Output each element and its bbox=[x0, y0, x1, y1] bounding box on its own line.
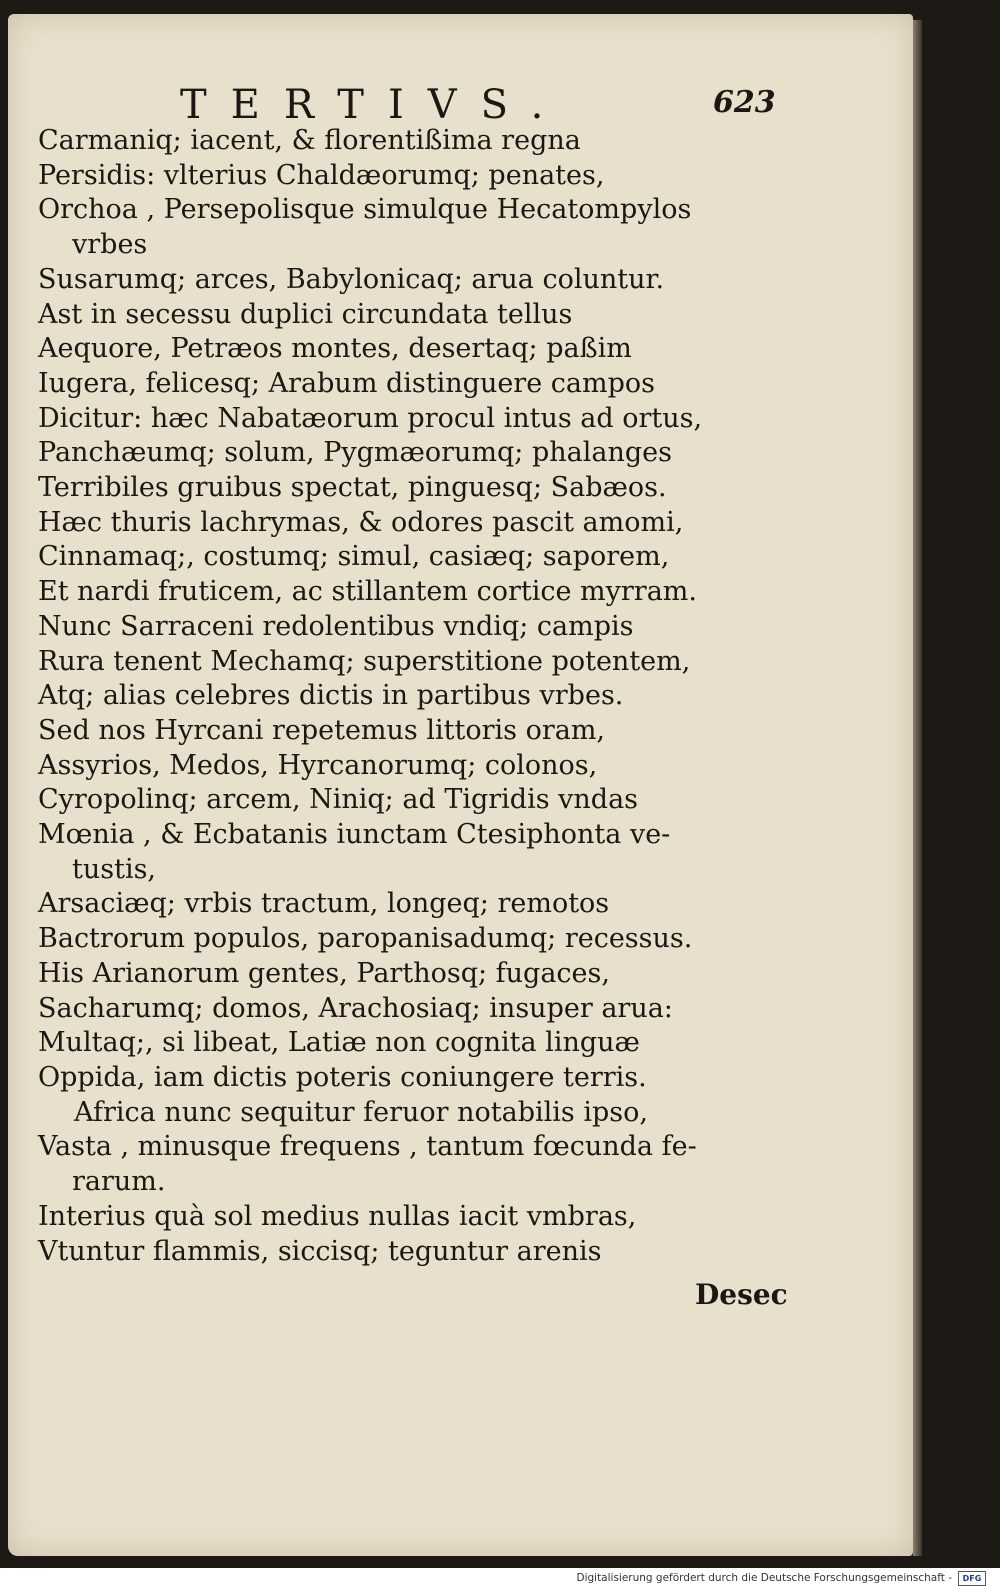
verse-line: Cinnamaq;, costumq; simul, casiæq; saporem, bbox=[38, 541, 670, 573]
page-number: 623 bbox=[713, 85, 776, 120]
verse-line: Iugera, felicesq; Arabum distinguere campos bbox=[38, 367, 655, 399]
verse-line: Cyropolinq; arcem, Niniq; ad Tigridis vndas bbox=[38, 784, 639, 816]
verse-text bbox=[38, 124, 702, 1269]
verse-line: Mœnia , & Ecbatanis iunctam Ctesiphonta ve- bbox=[38, 819, 671, 851]
verse-line: Interius quà sol medius nullas iacit vmbras, bbox=[38, 1200, 637, 1232]
verse-line: Africa nunc sequitur feruor notabilis ipso, bbox=[74, 1096, 648, 1128]
verse-line: Vasta , minusque frequens , tantum fœcunda fe- bbox=[38, 1131, 697, 1163]
verse-line: Oppida, iam dictis poteris coniungere terris. bbox=[38, 1061, 647, 1093]
page-edge bbox=[913, 20, 922, 1556]
verse-line: Aequore, Petræos montes, desertaq; paßim bbox=[38, 333, 632, 365]
verse-line: Vtuntur flammis, siccisq; teguntur arenis bbox=[38, 1235, 602, 1267]
verse-line: Atq; alias celebres dictis in partibus vrbes. bbox=[38, 680, 624, 712]
verse-line: His Arianorum gentes, Parthosq; fugaces, bbox=[38, 957, 610, 989]
verse-line: Assyrios, Medos, Hyrcanorumq; colonos, bbox=[38, 749, 598, 781]
verse-line: Orchoa , Persepolisque simulque Hecatompylos bbox=[38, 194, 692, 226]
verse-line: Et nardi fruticem, ac stillantem cortice myrram. bbox=[38, 576, 697, 608]
verse-line: Terribiles gruibus spectat, pinguesq; Sabæos. bbox=[38, 472, 667, 504]
verse-continuation: rarum. bbox=[72, 1166, 166, 1198]
running-head: TERTIVS. bbox=[180, 82, 568, 128]
catchword: Desec bbox=[695, 1278, 788, 1311]
verse-line: Carmaniq; iacent, & florentißima regna bbox=[38, 125, 581, 156]
verse-continuation: vrbes bbox=[72, 229, 148, 261]
verse-continuation: tustis, bbox=[72, 853, 157, 885]
verse-line: Hæc thuris lachrymas, & odores pascit amomi, bbox=[38, 506, 684, 538]
footer-credit: Digitalisierung gefördert durch die Deutsche Forschungsgemeinschaft - bbox=[576, 1572, 952, 1584]
dfg-logo-icon: DFG bbox=[958, 1571, 986, 1586]
verse-line: Panchæumq; solum, Pygmæorumq; phalanges bbox=[38, 437, 672, 469]
verse-line: Sed nos Hyrcani repetemus littoris oram, bbox=[38, 714, 606, 746]
verse-line: Nunc Sarraceni redolentibus vndiq; campis bbox=[38, 610, 634, 642]
verse-line: Rura tenent Mechamq; superstitione potentem, bbox=[38, 645, 691, 677]
verse-line: Dicitur: hæc Nabatæorum procul intus ad ortus, bbox=[38, 402, 703, 434]
verse-line: Persidis: vlterius Chaldæorumq; penates, bbox=[38, 159, 605, 191]
verse-line: Arsaciæq; vrbis tractum, longeq; remotos bbox=[38, 888, 610, 920]
verse-line: Sacharumq; domos, Arachosiaq; insuper arua: bbox=[38, 992, 673, 1024]
verse-line: Multaq;, si libeat, Latiæ non cognita linguæ bbox=[38, 1027, 640, 1059]
verse-line: Bactrorum populos, paropanisadumq; recessus. bbox=[38, 923, 693, 955]
verse-line: Ast in secessu duplici circundata tellus bbox=[38, 298, 573, 330]
verse-line: Susarumq; arces, Babylonicaq; arua coluntur. bbox=[38, 263, 665, 295]
footer-bar bbox=[0, 1568, 1000, 1588]
